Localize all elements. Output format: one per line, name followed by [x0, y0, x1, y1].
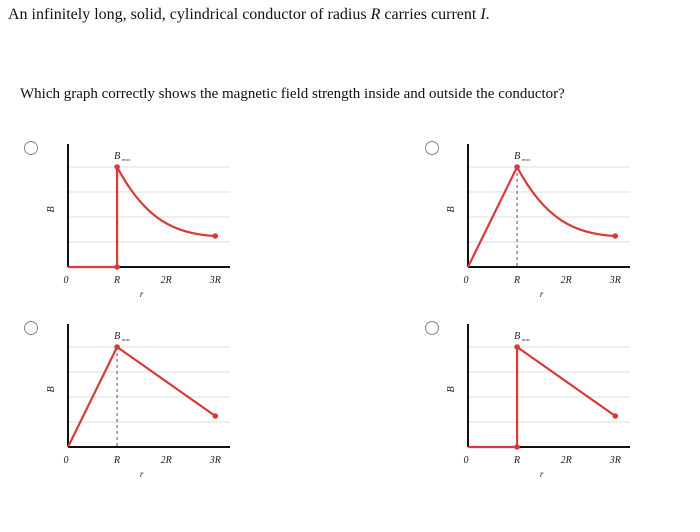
origin-label: 0: [63, 455, 69, 466]
x-tick-label: 3R: [609, 455, 621, 466]
bmax-label: B: [514, 331, 521, 342]
x-tick-label: 3R: [209, 455, 221, 466]
radio-button-b[interactable]: [425, 141, 439, 155]
bmax-label: B: [114, 151, 121, 162]
bmax-subscript: max: [522, 157, 531, 162]
graph-d[interactable]: [440, 320, 680, 490]
x-tick-label: R: [514, 275, 521, 286]
bmax-subscript: max: [122, 157, 131, 162]
data-point: [514, 344, 520, 350]
x-axis-label: r: [139, 469, 144, 479]
x-axis-label: r: [139, 289, 144, 299]
data-point: [514, 444, 520, 450]
x-tick-label: 3R: [609, 275, 621, 286]
x-axis-label: r: [539, 469, 544, 479]
bmax-label: B: [514, 151, 521, 162]
graph-c[interactable]: [40, 320, 280, 490]
x-tick-label: 2R: [560, 275, 572, 286]
data-point: [114, 344, 120, 350]
data-point: [114, 164, 120, 170]
x-tick-label: 2R: [560, 455, 572, 466]
prompt-part: carries current: [380, 6, 481, 23]
radio-button-a[interactable]: [24, 141, 38, 155]
y-axis-label: B: [446, 386, 457, 393]
x-tick-label: R: [114, 455, 121, 466]
data-point: [114, 264, 120, 270]
x-tick-label: R: [514, 455, 521, 466]
x-tick-label: R: [114, 275, 121, 286]
data-point: [514, 164, 520, 170]
radio-button-d[interactable]: [425, 321, 439, 335]
question-prompt: [8, 6, 490, 24]
graph-b[interactable]: [440, 140, 680, 310]
origin-label: 0: [463, 275, 469, 286]
data-point: [212, 233, 218, 239]
y-axis-label: B: [46, 386, 57, 393]
bmax-label: B: [114, 331, 121, 342]
data-point: [212, 413, 218, 419]
prompt-part: .: [485, 6, 490, 23]
data-point: [612, 233, 618, 239]
data-point: [612, 413, 618, 419]
graph-a[interactable]: [40, 140, 280, 310]
question-text: Which graph correctly shows the magnetic field strength inside and outside the conductor?: [20, 86, 565, 102]
bmax-subscript: max: [522, 337, 531, 342]
bmax-subscript: max: [122, 337, 131, 342]
prompt-var-i: I: [480, 6, 486, 23]
x-tick-label: 2R: [160, 455, 172, 466]
x-tick-label: 3R: [209, 275, 221, 286]
x-tick-label: 2R: [160, 275, 172, 286]
origin-label: 0: [463, 455, 469, 466]
prompt-part: An infinitely long, solid, cylindrical conductor of radius: [8, 6, 371, 23]
origin-label: 0: [63, 275, 69, 286]
prompt-var-r: R: [370, 6, 381, 23]
y-axis-label: B: [46, 206, 57, 213]
radio-button-c[interactable]: [24, 321, 38, 335]
y-axis-label: B: [446, 206, 457, 213]
x-axis-label: r: [539, 289, 544, 299]
